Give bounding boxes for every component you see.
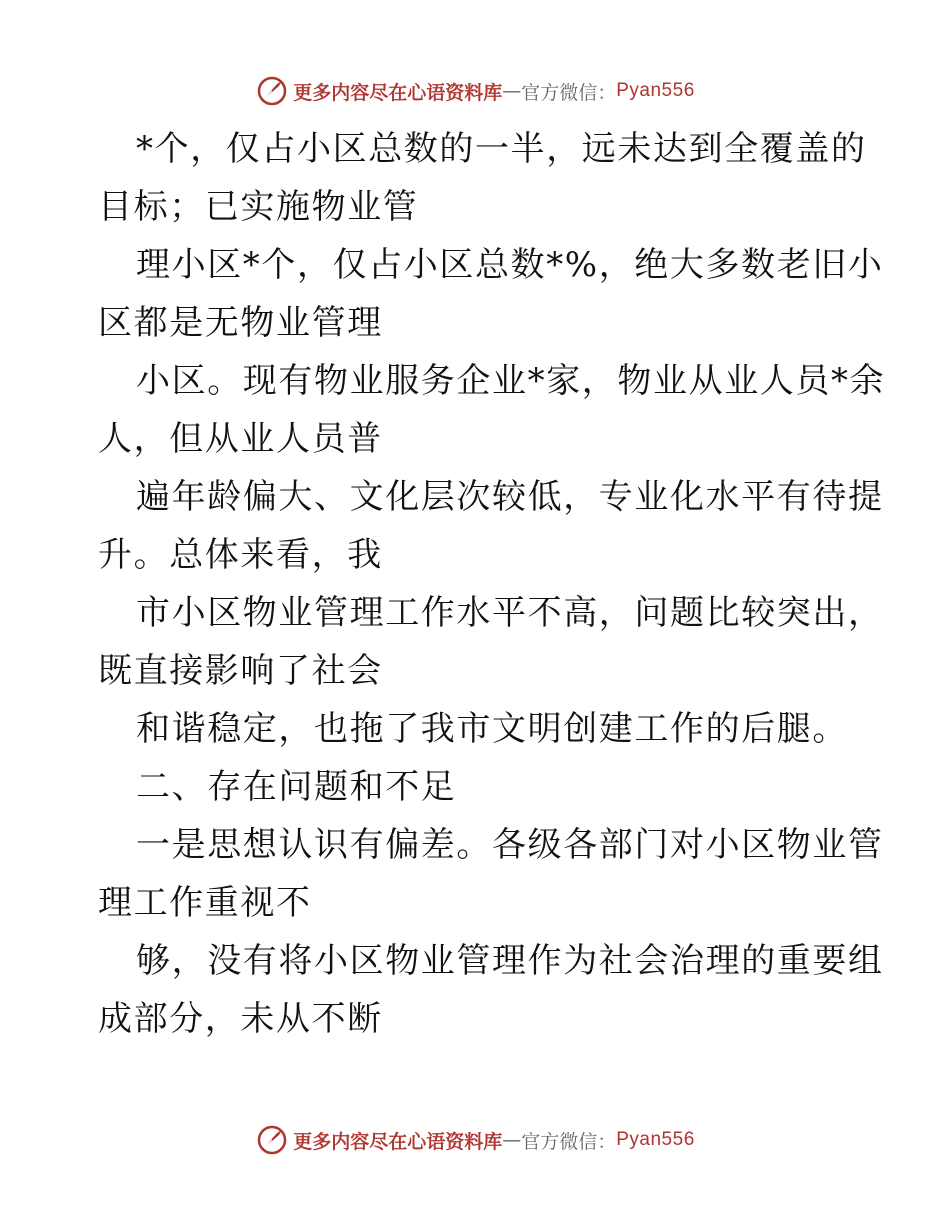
text-line: 既直接影响了社会 (98, 651, 383, 691)
watermark-label: 官方微信： (521, 1130, 617, 1153)
watermark-dash: — (502, 1129, 522, 1151)
footer-watermark (0, 1120, 950, 1160)
watermark-brand: 更多内容尽在心语资料库 (293, 1130, 503, 1153)
text-line: 人，但从业人员普 (98, 419, 383, 459)
quill-circle-icon (255, 74, 289, 108)
text-line: 区都是无物业管理 (98, 303, 383, 343)
text-line: 升。总体来看，我 (98, 535, 383, 575)
text-line: 市小区物业管理工作水平不高，问题比较突出， (136, 593, 884, 633)
header-watermark (0, 71, 950, 111)
text-line: *个，仅占小区总数的一半，远未达到全覆盖的 (136, 129, 867, 169)
watermark-brand: 更多内容尽在心语资料库 (293, 81, 503, 104)
text-line: 目标；已实施物业管 (98, 187, 419, 227)
text-line: 理小区*个，仅占小区总数*%，绝大多数老旧小 (136, 245, 884, 285)
watermark-wechat-id: Pyan556 (616, 1129, 695, 1150)
text-line: 小区。现有物业服务企业*家，物业从业人员*余 (136, 361, 886, 401)
watermark-dash: — (502, 80, 522, 102)
text-line: 和谐稳定，也拖了我市文明创建工作的后腿。 (136, 709, 848, 749)
watermark-wechat-id: Pyan556 (616, 80, 695, 101)
text-line: 遍年龄偏大、文化层次较低，专业化水平有待提 (136, 477, 884, 517)
text-line: 够，没有将小区物业管理作为社会治理的重要组 (136, 941, 884, 981)
watermark-label: 官方微信： (521, 81, 617, 104)
text-line: 一是思想认识有偏差。各级各部门对小区物业管 (136, 825, 884, 865)
document-body (98, 120, 886, 1048)
text-line: 成部分，未从不断 (98, 999, 383, 1039)
text-line: 理工作重视不 (98, 883, 312, 923)
text-line: 二、存在问题和不足 (136, 767, 457, 807)
quill-circle-icon (255, 1123, 289, 1157)
